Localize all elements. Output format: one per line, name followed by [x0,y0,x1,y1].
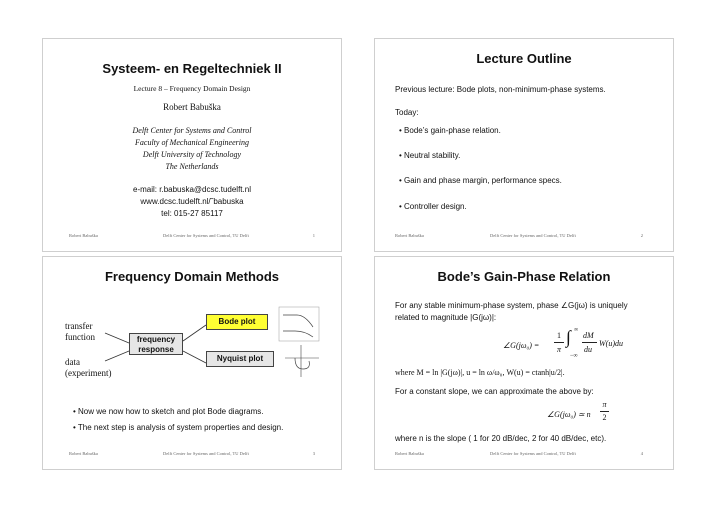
outline-item: • Gain and phase margin, performance specs. [399,176,562,185]
intro-text: related to magnitude |G(jω)|: [395,313,497,322]
footer-author: Robert Babuška [69,233,98,238]
footer-page: 2 [640,233,643,238]
slide-title: Systeem- en Regeltechniek II [102,61,282,76]
footer-author: Robert Babuška [395,451,424,456]
footer-author: Robert Babuška [69,451,98,456]
bode-mini-plot-icon [279,307,319,341]
footer-author: Robert Babuška [395,233,424,238]
fraction-numerator: π [602,400,607,409]
diagram-arrows [43,257,343,471]
previous-lecture-text: Previous lecture: Bode plots, non-minimum-phase systems. [395,85,606,94]
intro-text: For any stable minimum-phase system, phase ∠G(jω) is uniquely [395,301,628,310]
slide-bullet: • The next step is analysis of system properties and design. [73,423,284,432]
affiliation-line: The Netherlands [165,162,219,171]
fraction-denominator: 2 [602,413,607,422]
derivative-numerator: dM [583,331,594,340]
equation-approx-lhs: ∠G(jω₀) ≃ n [547,410,591,419]
integral-upper: ∞ [574,327,579,333]
derivative-denominator: du [584,345,592,354]
contact-phone: tel: 015-27 85117 [161,209,223,218]
slide-1 [42,38,342,252]
slide-4 [374,256,674,470]
equation-tail: W(u)du [599,339,623,348]
fraction-numerator: 1 [557,331,561,340]
footer-institute: Delft Center for Systems and Control, TU Delft [490,451,576,456]
slide-title: Bode’s Gain-Phase Relation [437,269,611,284]
nyquist-plot-box: Nyquist plot [206,351,274,367]
slide-bullet: • Now we now how to sketch and plot Bode diagrams. [73,407,264,416]
today-label: Today: [395,108,419,117]
bode-plot-box: Bode plot [206,314,268,330]
contact-web: www.dcsc.tudelft.nl/˜babuska [140,197,244,206]
slide-3 [42,256,342,470]
outline-item: • Controller design. [399,202,467,211]
integral-lower: −∞ [570,353,578,359]
author-name: Robert Babuška [163,102,221,112]
fraction-bar [582,342,597,343]
fraction-bar [600,411,609,412]
slide-footer [43,233,341,241]
slope-explanation: where n is the slope ( 1 for 20 dB/dec, 2 for 40 dB/dec, etc). [395,434,607,443]
constant-slope-text: For a constant slope, we can approximate the above by: [395,387,594,396]
contact-email: e-mail: r.babuska@dcsc.tudelft.nl [133,185,251,194]
footer-page: 1 [312,233,315,238]
slide-title: Frequency Domain Methods [104,269,280,284]
where-definition: where M = ln |G(jω)|, u = ln ω/ω₀, W(u) = ctanh|u/2|. [395,368,565,377]
outline-item: • Neutral stability. [399,151,461,160]
footer-institute: Delft Center for Systems and Control, TU Delft [163,233,249,238]
data-experiment-label: data (experiment) [65,357,112,378]
outline-item: • Bode’s gain-phase relation. [399,126,501,135]
integral-sign: ∫ [566,327,571,347]
slide-2 [374,38,674,252]
footer-institute: Delft Center for Systems and Control, TU Delft [490,233,576,238]
slide-footer [375,233,673,241]
slide-title: Lecture Outline [476,51,572,66]
slide-footer [43,451,341,459]
affiliation-line: Delft University of Technology [142,150,242,159]
footer-page: 3 [312,451,315,456]
affiliation-line: Faculty of Mechanical Engineering [135,138,249,147]
transfer-function-label: transfer function [65,321,95,342]
fraction-denominator: π [556,345,561,354]
footer-page: 4 [640,451,643,456]
fraction-bar [554,342,564,343]
footer-institute: Delft Center for Systems and Control, TU Delft [163,451,249,456]
slide-footer [375,451,673,459]
affiliation-line: Delft Center for Systems and Control [132,126,252,135]
lecture-subtitle: Lecture 8 – Frequency Domain Design [133,84,251,93]
equation-lhs: ∠G(jω₀) = [503,341,540,350]
frequency-response-box: frequency response [129,333,183,355]
